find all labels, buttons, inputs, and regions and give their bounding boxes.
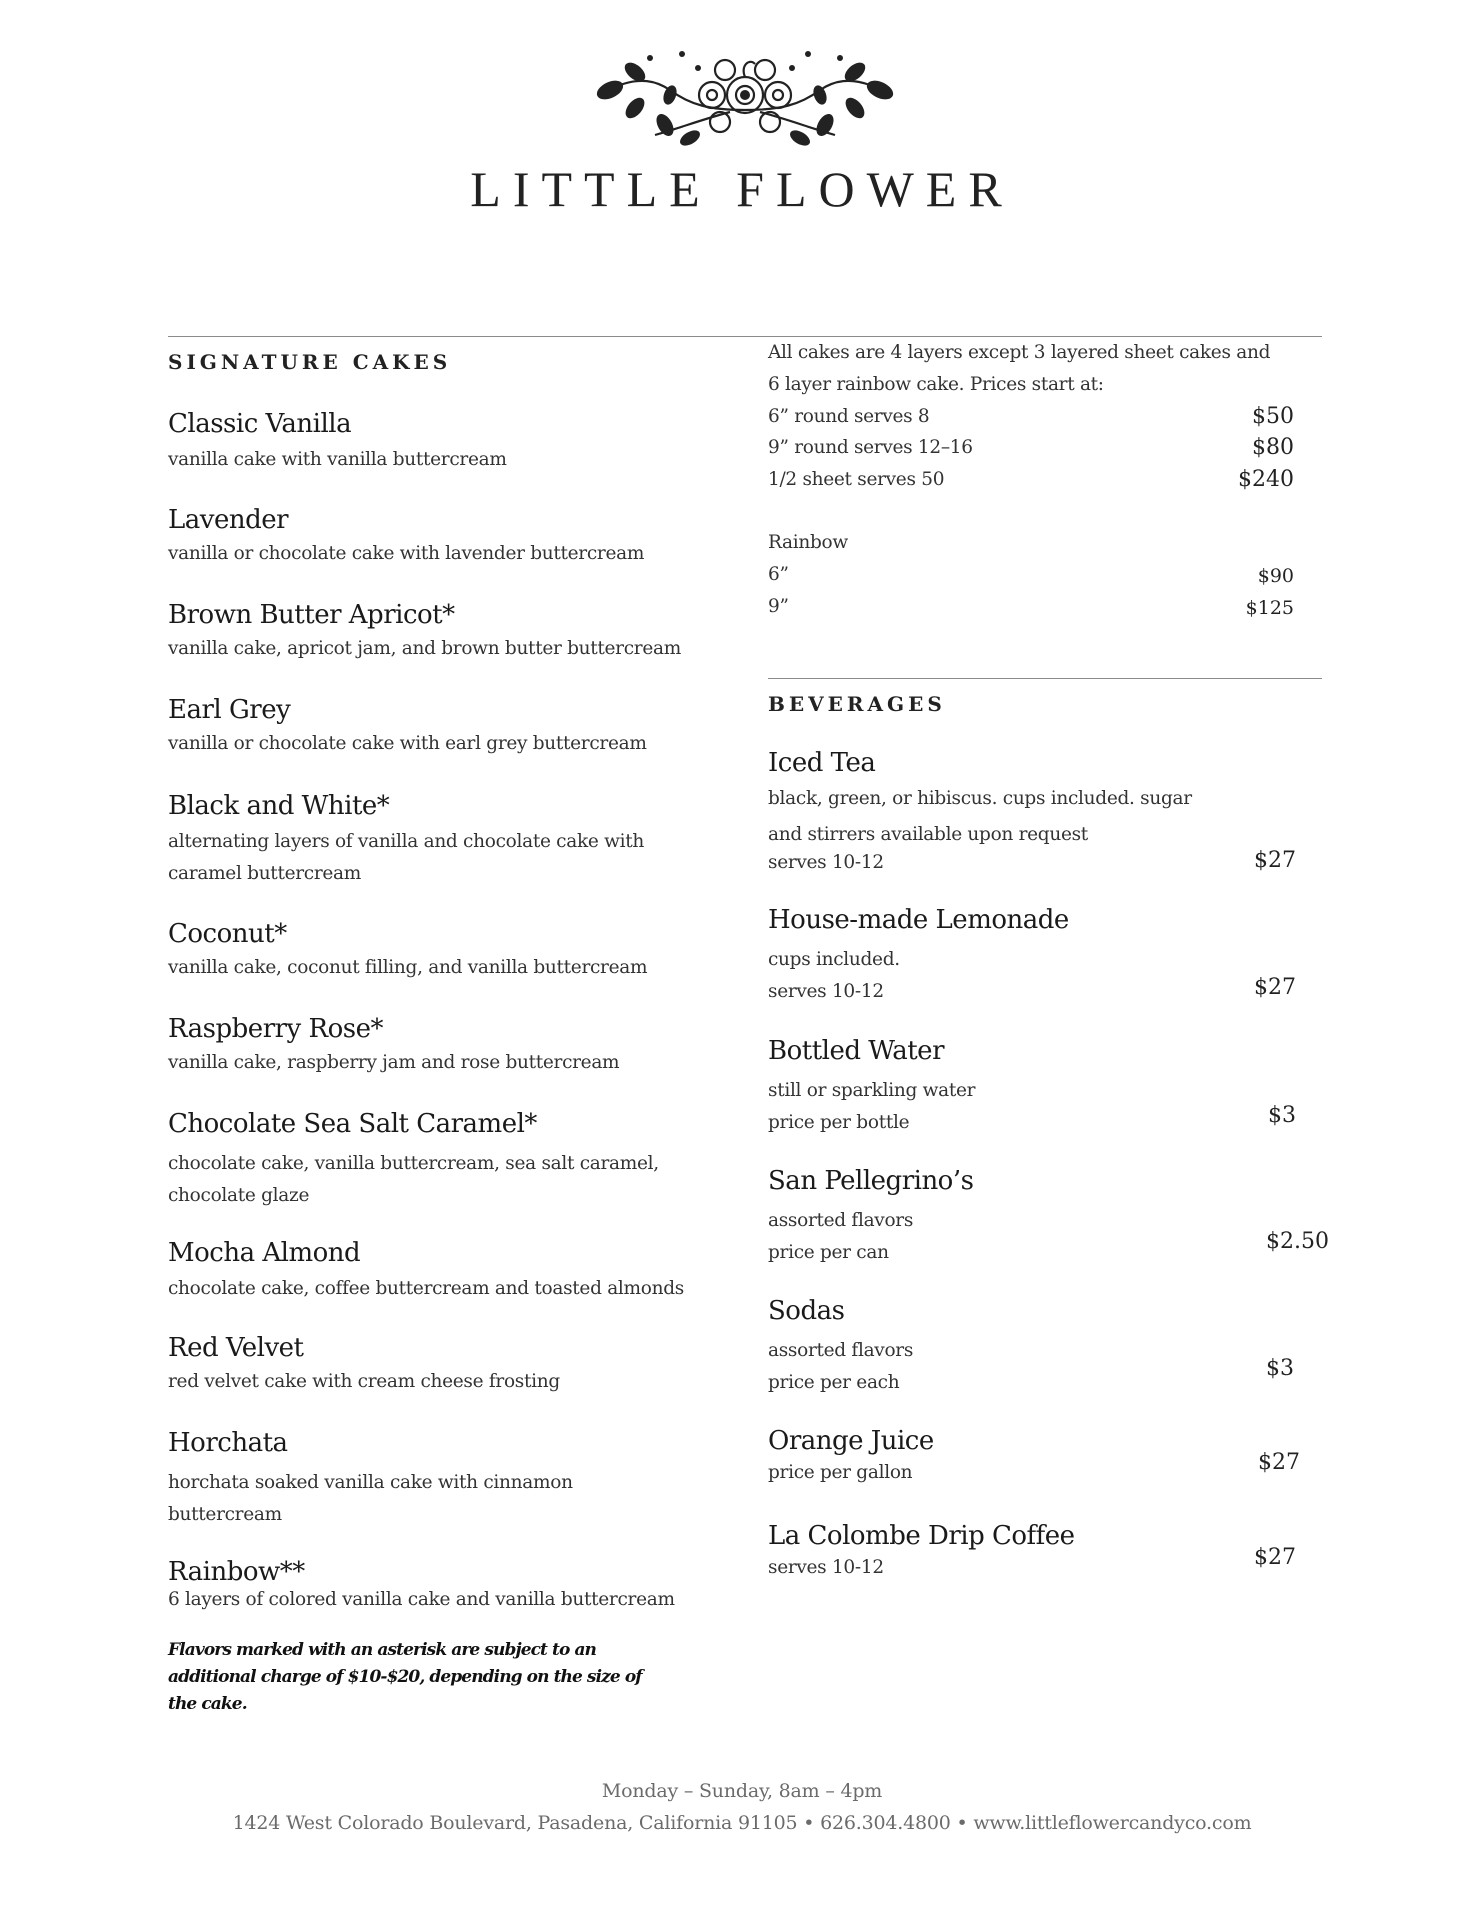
cake-item xyxy=(168,504,708,570)
cake-item xyxy=(168,1556,708,1616)
beverage-detail: assorted flavors xyxy=(768,1210,914,1231)
cake-description: vanilla or chocolate cake with earl grey buttercream xyxy=(168,733,647,754)
cake-description: chocolate cake, vanilla buttercream, sea salt caramel, xyxy=(168,1153,659,1174)
beverage-name: Iced Tea xyxy=(768,748,876,778)
section-title-beverages: BEVERAGES xyxy=(768,692,946,716)
cake-item xyxy=(168,918,708,984)
asterisk-note: Flavors marked with an asterisk are subject to an additional charge of $10-$20, depending on the size of the cake. xyxy=(168,1640,642,1714)
size-row-label: 1/2 sheet serves 50 xyxy=(768,469,945,490)
beverage-name: Sodas xyxy=(768,1296,845,1326)
beverage-name: Orange Juice xyxy=(768,1426,934,1456)
beverage-price: $27 xyxy=(1254,975,1296,1000)
beverage-detail: assorted flavors xyxy=(768,1340,914,1361)
cake-name: Chocolate Sea Salt Caramel* xyxy=(168,1109,537,1139)
footer-hours: Monday – Sunday, 8am – 4pm xyxy=(601,1780,883,1802)
cake-description: 6 layers of colored vanilla cake and vanilla buttercream xyxy=(168,1589,675,1610)
cake-name: Brown Butter Apricot* xyxy=(168,600,455,630)
cake-item xyxy=(168,1108,708,1212)
brand-title: LITTLE FLOWER xyxy=(470,161,1014,217)
beverage-price: $3 xyxy=(1266,1356,1294,1381)
beverage-price: $3 xyxy=(1268,1103,1296,1128)
cake-description: vanilla cake with vanilla buttercream xyxy=(168,449,507,470)
cake-name: Horchata xyxy=(168,1428,288,1458)
cake-name: Classic Vanilla xyxy=(168,409,352,439)
beverage-detail: price per can xyxy=(768,1242,889,1263)
beverage-detail: black, green, or hibiscus. cups included. sugar xyxy=(768,788,1192,809)
beverage-name: Bottled Water xyxy=(768,1036,944,1066)
cake-item xyxy=(168,599,708,665)
cake-description: buttercream xyxy=(168,1504,282,1525)
rainbow-size-label: 9” xyxy=(768,596,789,617)
beverage-name: San Pellegrino’s xyxy=(768,1166,974,1196)
cake-name: Mocha Almond xyxy=(168,1238,361,1268)
size-row-label: 6” round serves 8 xyxy=(768,406,930,427)
cake-name: Black and White* xyxy=(168,791,390,821)
size-row-price: $240 xyxy=(1238,467,1294,492)
beverage-detail: cups included. xyxy=(768,949,900,970)
cake-description: red velvet cake with cream cheese frosting xyxy=(168,1371,560,1392)
section-title-signature-cakes: SIGNATURE CAKES xyxy=(168,350,452,374)
beverage-price: $27 xyxy=(1254,1545,1296,1570)
rainbow-size-price: $125 xyxy=(1245,597,1294,619)
beverage-price: $2.50 xyxy=(1266,1229,1329,1254)
cake-item xyxy=(168,790,708,890)
cake-description: vanilla cake, apricot jam, and brown butter buttercream xyxy=(168,638,681,659)
cake-description: chocolate cake, coffee buttercream and toasted almonds xyxy=(168,1278,684,1299)
flower-logo-icon xyxy=(580,50,910,150)
beverage-detail: and stirrers available upon request xyxy=(768,824,1088,845)
cake-item xyxy=(168,1013,708,1079)
cake-item xyxy=(168,408,708,476)
rainbow-size-label: 6” xyxy=(768,564,789,585)
cake-description: alternating layers of vanilla and chocolate cake with xyxy=(168,831,645,852)
cake-name: Coconut* xyxy=(168,919,287,949)
beverage-price: $27 xyxy=(1254,848,1296,873)
cake-item xyxy=(168,1332,708,1398)
beverage-detail: serves 10-12 xyxy=(768,852,884,873)
cake-name: Raspberry Rose* xyxy=(168,1014,383,1044)
cake-name: Rainbow** xyxy=(168,1557,305,1587)
cake-name: Earl Grey xyxy=(168,695,291,725)
sizes-intro-line-1: All cakes are 4 layers except 3 layered sheet cakes and xyxy=(768,342,1271,363)
size-row-price: $50 xyxy=(1252,404,1294,429)
top-divider xyxy=(168,336,1322,337)
cake-description: vanilla cake, raspberry jam and rose buttercream xyxy=(168,1052,620,1073)
cake-description: vanilla or chocolate cake with lavender buttercream xyxy=(168,543,645,564)
beverage-detail: serves 10-12 xyxy=(768,1557,884,1578)
beverage-name: House-made Lemonade xyxy=(768,905,1069,935)
footer-address: 1424 West Colorado Boulevard, Pasadena, California 91105 • 626.304.4800 • www.littleflowercandyco.com xyxy=(232,1812,1252,1834)
beverage-detail: price per gallon xyxy=(768,1462,913,1483)
cake-item xyxy=(168,1427,708,1531)
size-row-price: $80 xyxy=(1252,435,1294,460)
cake-name: Red Velvet xyxy=(168,1333,304,1363)
cake-item xyxy=(168,694,708,760)
beverage-detail: serves 10-12 xyxy=(768,981,884,1002)
beverage-price: $27 xyxy=(1258,1450,1300,1475)
beverage-name: La Colombe Drip Coffee xyxy=(768,1521,1075,1551)
rainbow-sizes-label: Rainbow xyxy=(768,532,848,553)
cake-description: horchata soaked vanilla cake with cinnamon xyxy=(168,1472,573,1493)
cake-description: vanilla cake, coconut filling, and vanilla buttercream xyxy=(168,957,648,978)
cake-name: Lavender xyxy=(168,505,289,535)
cake-description: caramel buttercream xyxy=(168,863,361,884)
cake-description: chocolate glaze xyxy=(168,1185,310,1206)
size-row-label: 9” round serves 12–16 xyxy=(768,437,973,458)
rainbow-size-price: $90 xyxy=(1257,565,1294,587)
cake-item xyxy=(168,1237,708,1305)
sizes-intro-line-2: 6 layer rainbow cake. Prices start at: xyxy=(768,374,1104,395)
beverage-detail: price per bottle xyxy=(768,1112,910,1133)
beverages-divider xyxy=(768,678,1322,679)
beverage-detail: still or sparkling water xyxy=(768,1080,976,1101)
beverage-detail: price per each xyxy=(768,1372,900,1393)
